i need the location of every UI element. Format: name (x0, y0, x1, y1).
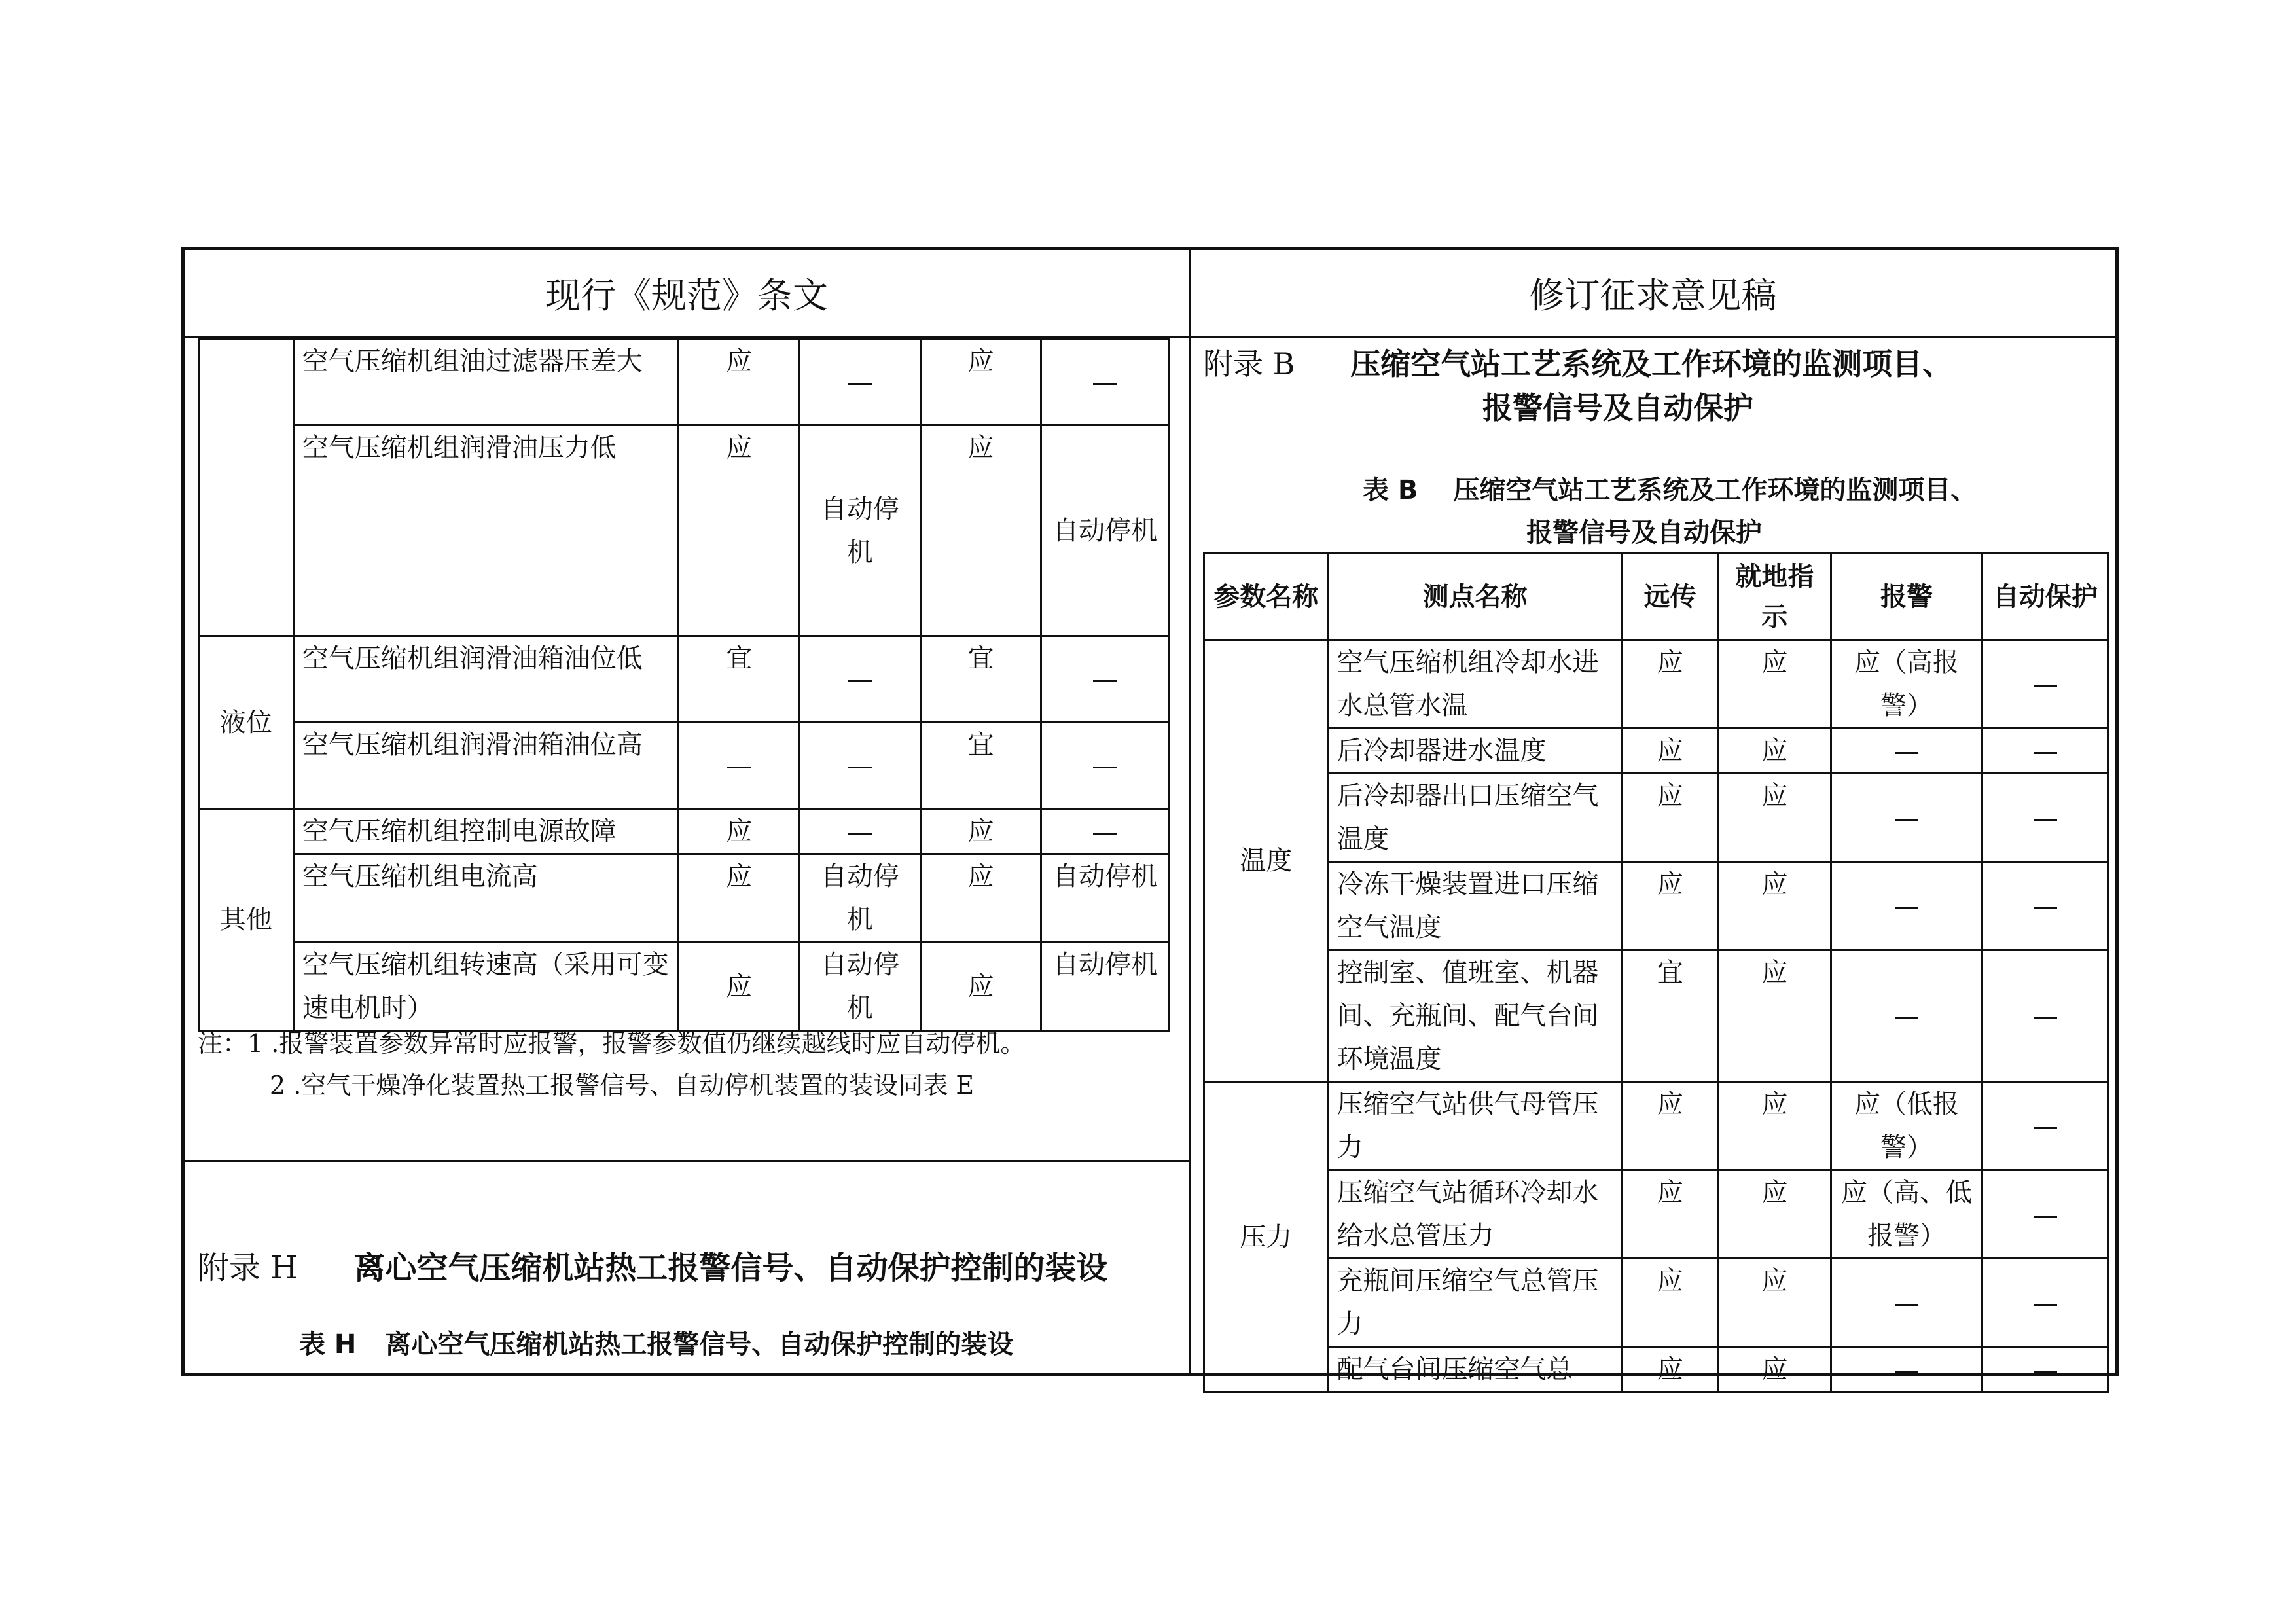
value-cell-text: 应（高、低报警） (1841, 1178, 1973, 1251)
value-cell (1982, 774, 2108, 862)
column-header: 测点名称 (1328, 554, 1622, 640)
value-cell (1831, 1082, 1982, 1170)
item-cell (1328, 1259, 1622, 1347)
dash-mark (848, 833, 872, 835)
value-cell-text: 应 (967, 433, 994, 463)
group-cell (1204, 1082, 1329, 1392)
item-cell-text: 充瓶间压缩空气总管压力 (1336, 1266, 1599, 1339)
value-cell (1831, 729, 1982, 774)
table-row (1204, 640, 2108, 729)
value-cell (1622, 640, 1719, 729)
table-h-caption (299, 1324, 1013, 1361)
item-cell (1328, 774, 1622, 862)
dash-mark (2034, 907, 2057, 909)
table-b-prefix: 表 B (1363, 475, 1418, 505)
table-row (1204, 1170, 2108, 1259)
value-cell (679, 425, 800, 636)
value-cell (800, 425, 921, 636)
value-cell-text: 应 (1761, 736, 1788, 766)
item-cell (1328, 1082, 1622, 1170)
value-cell-text: 应 (1657, 869, 1683, 899)
table-row (1204, 862, 2108, 950)
dash-mark (1895, 752, 1918, 754)
value-cell (1831, 640, 1982, 729)
dash-mark (1093, 383, 1117, 385)
value-cell (679, 854, 800, 943)
item-cell-text: 控制室、值班室、机器间、充瓶间、配气台间环境温度 (1336, 958, 1599, 1074)
table-b-caption (1363, 469, 1977, 507)
appendix-b-title (1203, 340, 1952, 384)
dash-mark (727, 767, 751, 768)
item-cell-text: 压缩空气站供气母管压力 (1336, 1089, 1599, 1163)
item-cell (293, 636, 679, 723)
value-cell-text: 应 (726, 971, 753, 1001)
value-cell (1622, 1082, 1719, 1170)
comparison-frame (181, 247, 2119, 1384)
value-cell-text: 应 (1657, 736, 1683, 766)
column-divider (1189, 250, 1191, 1373)
dash-mark (2034, 752, 2057, 754)
value-cell (679, 943, 800, 1031)
value-cell-text: 应 (967, 346, 994, 376)
value-cell-text: 应 (1657, 1266, 1683, 1296)
value-cell-text: 应 (1761, 1354, 1788, 1384)
value-cell (1831, 1170, 1982, 1259)
value-cell-text: 应 (967, 816, 994, 846)
item-cell-text: 后冷却器出口压缩空气温度 (1336, 781, 1599, 854)
value-cell-text: 应 (967, 861, 994, 892)
item-cell (1328, 862, 1622, 950)
value-cell (1831, 774, 1982, 862)
item-cell (293, 425, 679, 636)
value-cell-text: 应 (726, 433, 753, 463)
value-cell-text: 应 (1657, 1089, 1683, 1119)
value-cell (1719, 1259, 1831, 1347)
header-row (1204, 554, 2108, 640)
value-cell (1041, 943, 1169, 1031)
value-cell-text: 自动停机 (820, 494, 899, 568)
right-column-title: 修订征求意见稿 (1529, 275, 1777, 316)
group-label: 其他 (219, 905, 272, 935)
value-cell (920, 425, 1041, 636)
value-cell-text: 应 (1657, 1178, 1683, 1208)
value-cell-text: 应 (1761, 1266, 1788, 1296)
item-cell (1328, 1347, 1622, 1392)
table-row (1204, 1347, 2108, 1392)
dash-mark (1093, 767, 1117, 768)
dash-mark (1895, 819, 1918, 821)
value-cell-text: 自动停机 (820, 861, 899, 935)
value-cell-text: 应 (1761, 1089, 1788, 1119)
value-cell (1719, 862, 1831, 950)
value-cell (1622, 1259, 1719, 1347)
group-cell (199, 636, 294, 809)
dash-mark (2034, 685, 2057, 687)
dash-mark (1895, 1017, 1918, 1019)
value-cell (1982, 1347, 2108, 1392)
item-cell (293, 723, 679, 809)
note-2: 2 .空气干燥净化装置热工报警信号、自动停机装置的装设同表 E (270, 1071, 975, 1100)
value-cell (920, 723, 1041, 809)
value-cell (1719, 1082, 1831, 1170)
value-cell-text: 应 (1761, 1178, 1788, 1208)
dash-mark (1895, 1371, 1918, 1373)
dash-mark (848, 680, 872, 682)
left-column-title: 现行《规范》条文 (545, 275, 828, 316)
column-header: 报警 (1831, 554, 1982, 640)
value-cell-text: 宜 (967, 643, 994, 674)
table-h-name: 离心空气压缩机站热工报警信号、自动保护控制的装设 (385, 1329, 1014, 1360)
value-cell-text: 应 (1761, 781, 1788, 811)
value-cell (1041, 339, 1169, 425)
table-row (199, 854, 1169, 943)
value-cell-text: 应 (967, 971, 994, 1001)
value-cell (800, 943, 921, 1031)
appendix-b-prefix: 附录 B (1203, 346, 1295, 382)
table-row (1204, 774, 2108, 862)
value-cell (1982, 862, 2108, 950)
value-cell (1622, 774, 1719, 862)
item-cell-text: 冷冻干燥装置进口压缩空气温度 (1336, 869, 1599, 943)
dash-mark (1895, 1304, 1918, 1306)
group-cell (199, 809, 294, 1031)
value-cell (1041, 854, 1169, 943)
item-cell (1328, 640, 1622, 729)
value-cell (1831, 950, 1982, 1082)
column-header: 参数名称 (1204, 554, 1329, 640)
value-cell-text: 应 (1657, 647, 1683, 677)
value-cell (1719, 640, 1831, 729)
value-cell-text: 自动停机 (820, 950, 899, 1023)
table-row (1204, 1082, 2108, 1170)
value-cell-text: 应 (726, 816, 753, 846)
value-cell-text: 应 (1761, 958, 1788, 988)
appendix-h-name: 离心空气压缩机站热工报警信号、自动保护控制的装设 (353, 1250, 1108, 1286)
value-cell (1719, 774, 1831, 862)
column-header: 自动保护 (1982, 554, 2108, 640)
value-cell (679, 809, 800, 854)
value-cell (1831, 1259, 1982, 1347)
value-cell-text: 自动停机 (1052, 950, 1158, 980)
value-cell (800, 339, 921, 425)
value-cell (920, 339, 1041, 425)
item-cell-text: 空气压缩机组润滑油箱油位低 (302, 643, 643, 674)
value-cell (800, 809, 921, 854)
value-cell (1041, 636, 1169, 723)
value-cell (679, 339, 800, 425)
value-cell (1041, 425, 1169, 636)
value-cell (1041, 723, 1169, 809)
item-cell (1328, 950, 1622, 1082)
dash-mark (2034, 1304, 2057, 1306)
value-cell-text: 应 (1657, 781, 1683, 811)
appendix-b-name-line1: 压缩空气站工艺系统及工作环境的监测项目、 (1350, 346, 1953, 382)
item-cell-text: 后冷却器进水温度 (1336, 736, 1547, 766)
value-cell-text: 宜 (1657, 958, 1683, 988)
value-cell (920, 854, 1041, 943)
item-cell-text: 空气压缩机组控制电源故障 (302, 816, 617, 846)
item-cell-text: 压缩空气站循环冷却水给水总管压力 (1336, 1178, 1599, 1251)
value-cell (800, 723, 921, 809)
item-cell-text: 空气压缩机组润滑油箱油位高 (302, 730, 643, 760)
item-cell-text: 空气压缩机组电流高 (302, 861, 538, 892)
value-cell (920, 809, 1041, 854)
dash-mark (1093, 680, 1117, 682)
value-cell-text: 应（高报警） (1854, 647, 1960, 721)
value-cell (800, 636, 921, 723)
table-h-prefix: 表 H (299, 1329, 357, 1360)
table-row (199, 636, 1169, 723)
dash-mark (2034, 819, 2057, 821)
value-cell (1982, 1082, 2108, 1170)
item-cell (1328, 729, 1622, 774)
dash-mark (848, 383, 872, 385)
dash-mark (1895, 907, 1918, 909)
item-cell (293, 854, 679, 943)
value-cell (1831, 862, 1982, 950)
table-row (199, 723, 1169, 809)
item-cell (293, 339, 679, 425)
value-cell-text: 宜 (967, 730, 994, 760)
table-row (199, 425, 1169, 636)
group-label: 温度 (1240, 846, 1293, 876)
value-cell-text: 宜 (726, 643, 753, 674)
item-cell (293, 809, 679, 854)
dash-mark (848, 767, 872, 768)
dash-mark (1093, 833, 1117, 835)
value-cell-text: 自动停机 (1052, 861, 1158, 892)
item-cell-text: 空气压缩机组油过滤器压差大 (302, 346, 643, 376)
value-cell-text: 应 (1761, 869, 1788, 899)
value-cell (1719, 1170, 1831, 1259)
table-row (1204, 1259, 2108, 1347)
table-row (1204, 729, 2108, 774)
value-cell (1982, 1259, 2108, 1347)
value-cell (1982, 950, 2108, 1082)
value-cell-text: 自动停机 (1052, 515, 1158, 546)
appendix-h-title (198, 1242, 1107, 1288)
value-cell (679, 723, 800, 809)
value-cell (800, 854, 921, 943)
left-alarm-table (198, 338, 1170, 1032)
group-label: 液位 (219, 707, 272, 738)
value-cell (1622, 862, 1719, 950)
value-cell (1982, 640, 2108, 729)
group-cell (1204, 640, 1329, 1082)
value-cell (679, 636, 800, 723)
note-1: 注：1 .报警装置参数异常时应报警，报警参数值仍继续越线时应自动停机。 (198, 1029, 1026, 1058)
group-cell (199, 339, 294, 636)
table-row (199, 809, 1169, 854)
value-cell (1719, 950, 1831, 1082)
item-cell (293, 943, 679, 1031)
table-row (1204, 950, 2108, 1082)
column-header: 就地指示 (1719, 554, 1831, 640)
appendix-h-prefix: 附录 H (198, 1250, 298, 1286)
table-row (199, 339, 1169, 425)
value-cell-text: 应（低报警） (1854, 1089, 1960, 1163)
appendix-b-title-line2 (1482, 384, 1753, 427)
appendix-b-name-line2: 报警信号及自动保护 (1482, 390, 1753, 425)
dash-mark (2034, 1127, 2057, 1129)
item-cell-text: 空气压缩机组润滑油压力低 (302, 433, 617, 463)
value-cell (1719, 1347, 1831, 1392)
value-cell (1622, 729, 1719, 774)
left-section-divider (185, 1160, 1189, 1162)
value-cell (920, 636, 1041, 723)
value-cell (1831, 1347, 1982, 1392)
value-cell (1622, 1170, 1719, 1259)
value-cell (1622, 1347, 1719, 1392)
value-cell (920, 943, 1041, 1031)
item-cell-text: 配气台间压缩空气总 (1336, 1354, 1573, 1384)
value-cell (1982, 1170, 2108, 1259)
item-cell (1328, 1170, 1622, 1259)
group-label: 压力 (1240, 1221, 1293, 1252)
value-cell (1719, 729, 1831, 774)
table-row (199, 943, 1169, 1031)
dash-mark (2034, 1371, 2057, 1373)
value-cell-text: 应 (726, 346, 753, 376)
table-b-caption-line2: 报警信号及自动保护 (1526, 518, 1762, 548)
value-cell-text: 应 (1657, 1354, 1683, 1384)
value-cell (1622, 950, 1719, 1082)
column-header: 远传 (1622, 554, 1719, 640)
table-b-name-line1: 压缩空气站工艺系统及工作环境的监测项目、 (1453, 475, 1977, 505)
value-cell-text: 应 (1761, 647, 1788, 677)
dash-mark (2034, 1017, 2057, 1019)
value-cell (1041, 809, 1169, 854)
value-cell-text: 应 (726, 861, 753, 892)
item-cell-text: 空气压缩机组转速高（采用可变速电机时） (302, 950, 669, 1023)
item-cell-text: 空气压缩机组冷却水进水总管水温 (1336, 647, 1599, 721)
dash-mark (2034, 1216, 2057, 1218)
right-monitoring-table (1203, 552, 2109, 1393)
value-cell (1982, 729, 2108, 774)
